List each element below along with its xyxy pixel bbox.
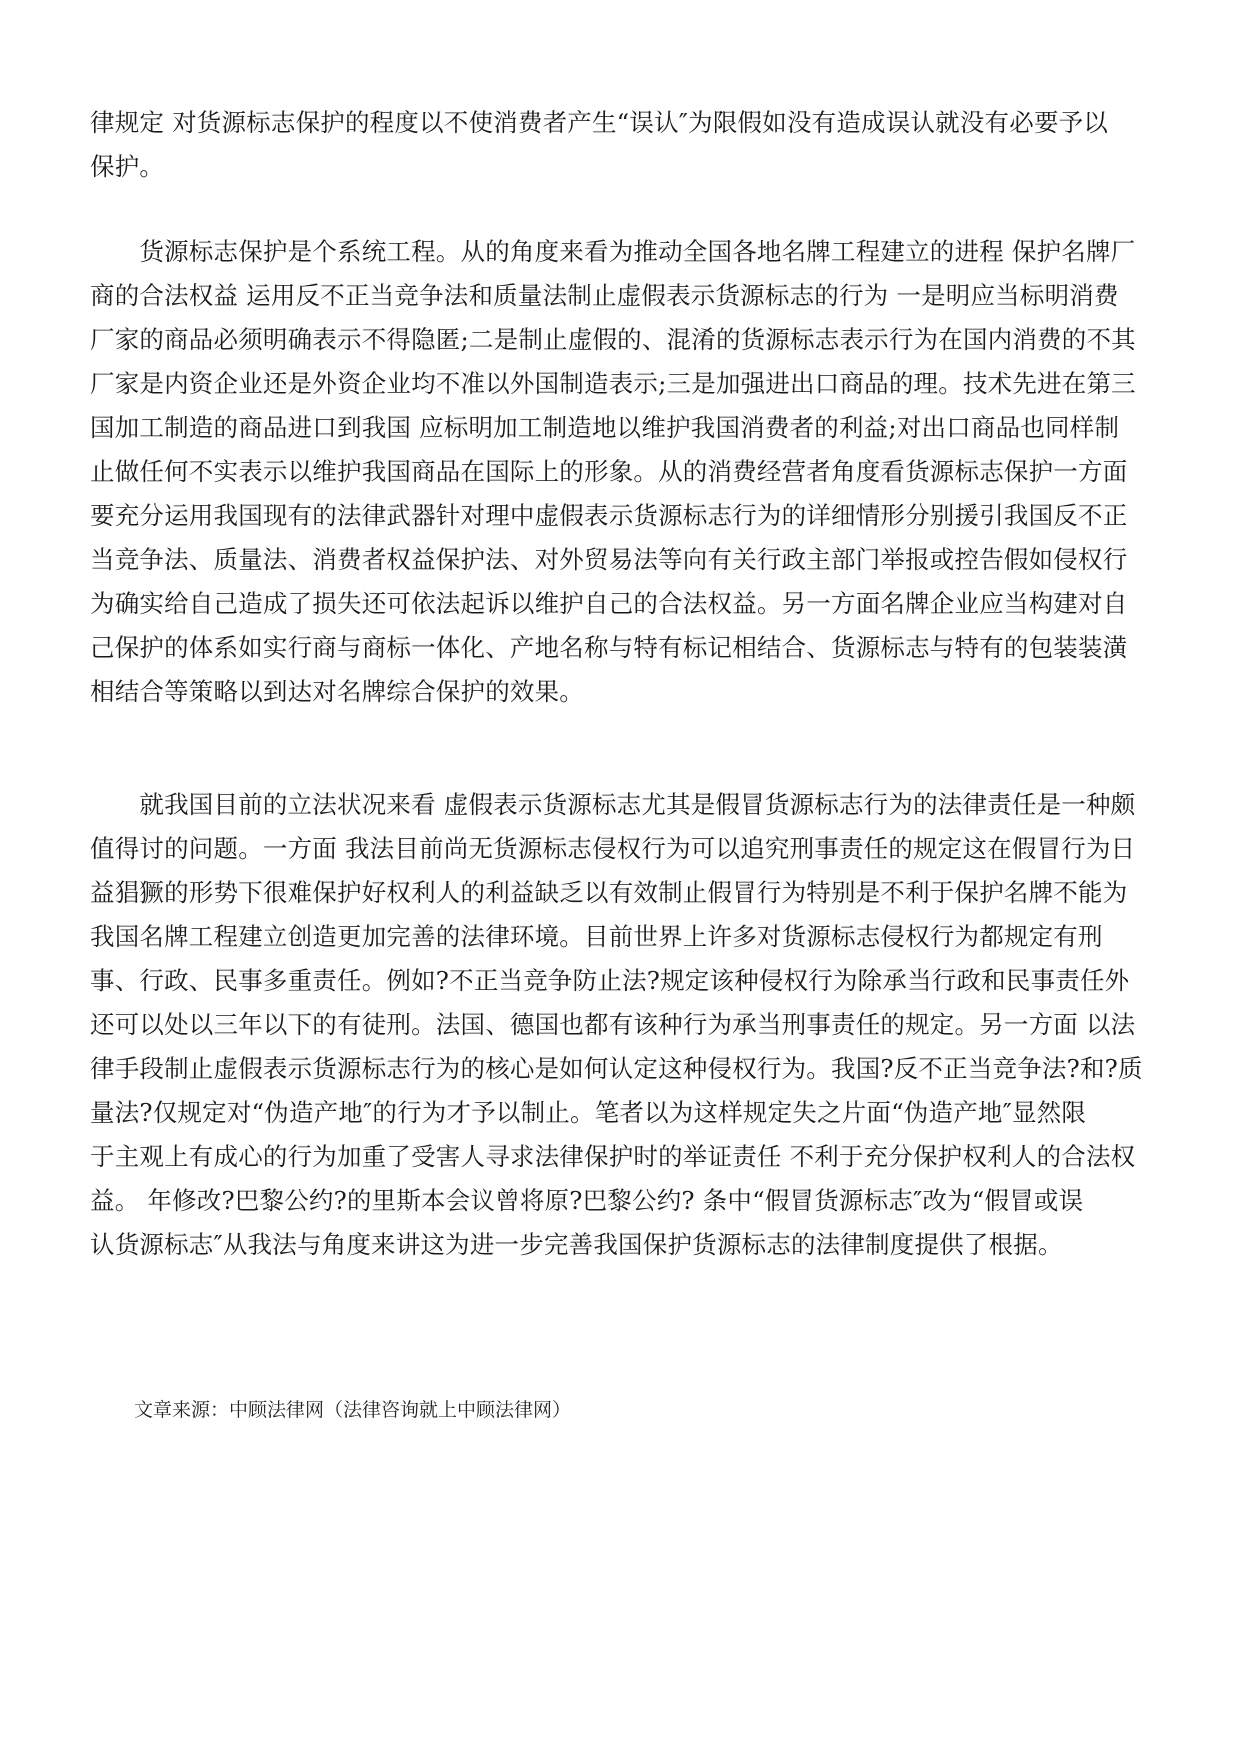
text-line: 当竞争法、质量法、消费者权益保护法、对外贸易法等向有关行政主部门举报或控告假如侵权行 xyxy=(90,545,1128,574)
text-line: 就我国目前的立法状况来看 虚假表示货源标志尤其是假冒货源标志行为的法律责任是一种颇 xyxy=(90,790,1136,819)
text-line: 益猖獗的形势下很难保护好权利人的利益缺乏以有效制止假冒行为特别是不利于保护名牌不能为 xyxy=(90,878,1128,907)
text-line: 止做任何不实表示以维护我国商品在国际上的形象。从的消费经营者角度看货源标志保护一方面 xyxy=(90,457,1128,486)
source-note: 文章来源：中顾法律网（法律咨询就上中顾法律网） xyxy=(134,1399,572,1421)
text-line: 厂家是内资企业还是外资企业均不准以外国制造表示;三是加强进出口商品的理。技术先进在第三 xyxy=(90,369,1136,398)
text-line: 保护。 xyxy=(90,152,165,181)
text-line: 相结合等策略以到达对名牌综合保护的效果。 xyxy=(90,677,584,706)
text-line: 商的合法权益 运用反不正当竞争法和质量法制止虚假表示货源标志的行为 一是明应当标明消费 xyxy=(90,281,1119,310)
text-line: 还可以处以三年以下的有徒刑。法国、德国也都有该种行为承当刑事责任的规定。另一方面 以法 xyxy=(90,1010,1136,1039)
text-line: 律手段制止虚假表示货源标志行为的核心是如何认定这种侵权行为。我国?反不正当竞争法?和?质 xyxy=(90,1054,1143,1083)
text-line: 为确实给自己造成了损失还可依法起诉以维护自己的合法权益。另一方面名牌企业应当构建对自 xyxy=(90,589,1128,618)
text-line: 益。 年修改?巴黎公约?的里斯本会议曾将原?巴黎公约? 条中“假冒货源标志″改为“假冒或误 xyxy=(90,1186,1084,1215)
text-line: 于主观上有成心的行为加重了受害人寻求法律保护时的举证责任 不利于充分保护权利人的合法权 xyxy=(90,1142,1136,1171)
text-line: 我国名牌工程建立创造更加完善的法律环境。目前世界上许多对货源标志侵权行为都规定有刑 xyxy=(90,922,1103,951)
text-line: 事、行政、民事多重责任。例如?不正当竞争防止法?规定该种侵权行为除承当行政和民事责任外 xyxy=(90,966,1130,995)
paragraph-3 xyxy=(90,783,1160,1267)
text-line: 值得讨的问题。一方面 我法目前尚无货源标志侵权行为可以追究刑事责任的规定这在假冒行为日 xyxy=(90,834,1136,863)
text-line: 量法?仅规定对“伪造产地″的行为才予以制止。笔者以为这样规定失之片面“伪造产地″显然限 xyxy=(90,1098,1087,1127)
text-line: 厂家的商品必须明确表示不得隐匿;二是制止虚假的、混淆的货源标志表示行为在国内消费的不其 xyxy=(90,325,1136,354)
text-line: 要充分运用我国现有的法律武器针对理中虚假表示货源标志行为的详细情形分别援引我国反不正 xyxy=(90,501,1128,530)
text-line: 货源标志保护是个系统工程。从的角度来看为推动全国各地名牌工程建立的进程 保护名牌厂 xyxy=(90,237,1136,266)
text-line: 国加工制造的商品进口到我国 应标明加工制造地以维护我国消费者的利益;对出口商品也同样制 xyxy=(90,413,1120,442)
paragraph-1 xyxy=(90,101,1160,189)
text-line: 己保护的体系如实行商与商标一体化、产地名称与特有标记相结合、货源标志与特有的包装装潢 xyxy=(90,633,1128,662)
text-line: 律规定 对货源标志保护的程度以不使消费者产生“误认″为限假如没有造成误认就没有必要予以 xyxy=(90,108,1109,137)
text-line: 认货源标志″从我法与角度来讲这为进一步完善我国保护货源标志的法律制度提供了根据。 xyxy=(90,1230,1063,1259)
paragraph-2 xyxy=(90,230,1160,714)
